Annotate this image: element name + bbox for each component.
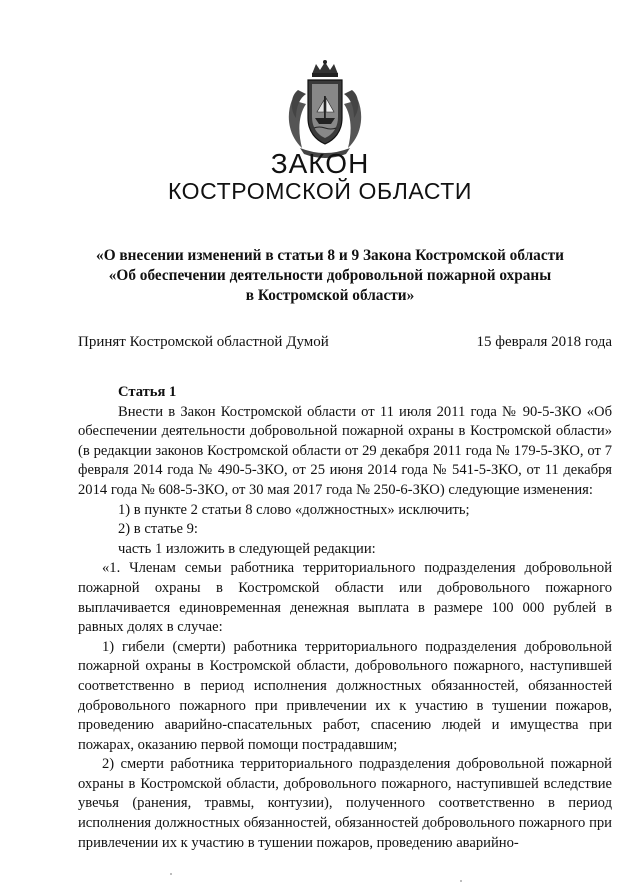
adopted-by: Принят Костромской областной Думой [78, 334, 329, 350]
article-body [78, 383, 612, 853]
case-paragraph: 2) смерти работника территориального подразделения добровольной пожарной охраны в Костромской области, добровольного пожарного, наступившей вследствие увечья (ранения, травмы, контузии), полученного соответственно в период исполнения должностных обязанностей, обязанностей добровольного пожарного при привлечении их к участию в тушении пожаров, проведению аварийно- [78, 756, 612, 851]
subject-line: «О внесении изменений в статьи 8 и 9 Закона Костромской области [96, 247, 564, 264]
article-intro-paragraph: Внести в Закон Костромской области от 11 июля 2011 года № 90-5-ЗКО «Об обеспечении деятельности добровольной пожарной охраны в Костромской области» (в редакции законов Костромской области от 29 декабря 2011 года № 179-5-ЗКО, от 7 февраля 2014 года № 490-5-ЗКО, от 25 июня 2014 года № 541-5-ЗКО, от 11 декабря 2014 года № 608-5-ЗКО, от 30 мая 2017 года № 250-6-ЗКО) следующие изменения: [78, 403, 612, 498]
subject-line: в Костромской области» [245, 287, 415, 304]
case-paragraph: 1) гибели (смерти) работника территориального подразделения добровольной пожарной охраны в Костромской области, добровольного пожарного, наступившей соответственно в период исполнения должностных обязанностей, обязанностей добровольного пожарного при привлечении их к участию в тушении пожаров, проведению аварийно-спасательных работ, спасению людей и имущества при пожарах, оказанию первой помощи пострадавшим; [78, 638, 612, 753]
subject-line: «Об обеспечении деятельности добровольной пожарной охраны [108, 267, 552, 284]
scan-artifact [460, 880, 462, 882]
article-heading: Статья 1 [118, 384, 177, 400]
law-subject [60, 246, 600, 306]
scan-artifact [170, 873, 172, 875]
region-title: КОСТРОМСКОЙ ОБЛАСТИ [167, 178, 473, 204]
law-title: ЗАКОН [270, 148, 370, 179]
coat-of-arms-emblem [284, 60, 366, 158]
quoted-paragraph: «1. Членам семьи работника территориального подразделения добровольной пожарной охраны в Костромской области или добровольного пожарного выплачивается единовременная денежная выплата в размере 100 000 рублей в равных долях в случае: [78, 560, 612, 636]
adoption-date: 15 февраля 2018 года [476, 334, 612, 350]
amendment-part: часть 1 изложить в следующей редакции: [118, 540, 376, 557]
amendment-item: 2) в статье 9: [118, 521, 198, 538]
amendment-item: 1) в пункте 2 статьи 8 слово «должностных» исключить; [118, 501, 470, 518]
adoption-line [78, 334, 612, 351]
